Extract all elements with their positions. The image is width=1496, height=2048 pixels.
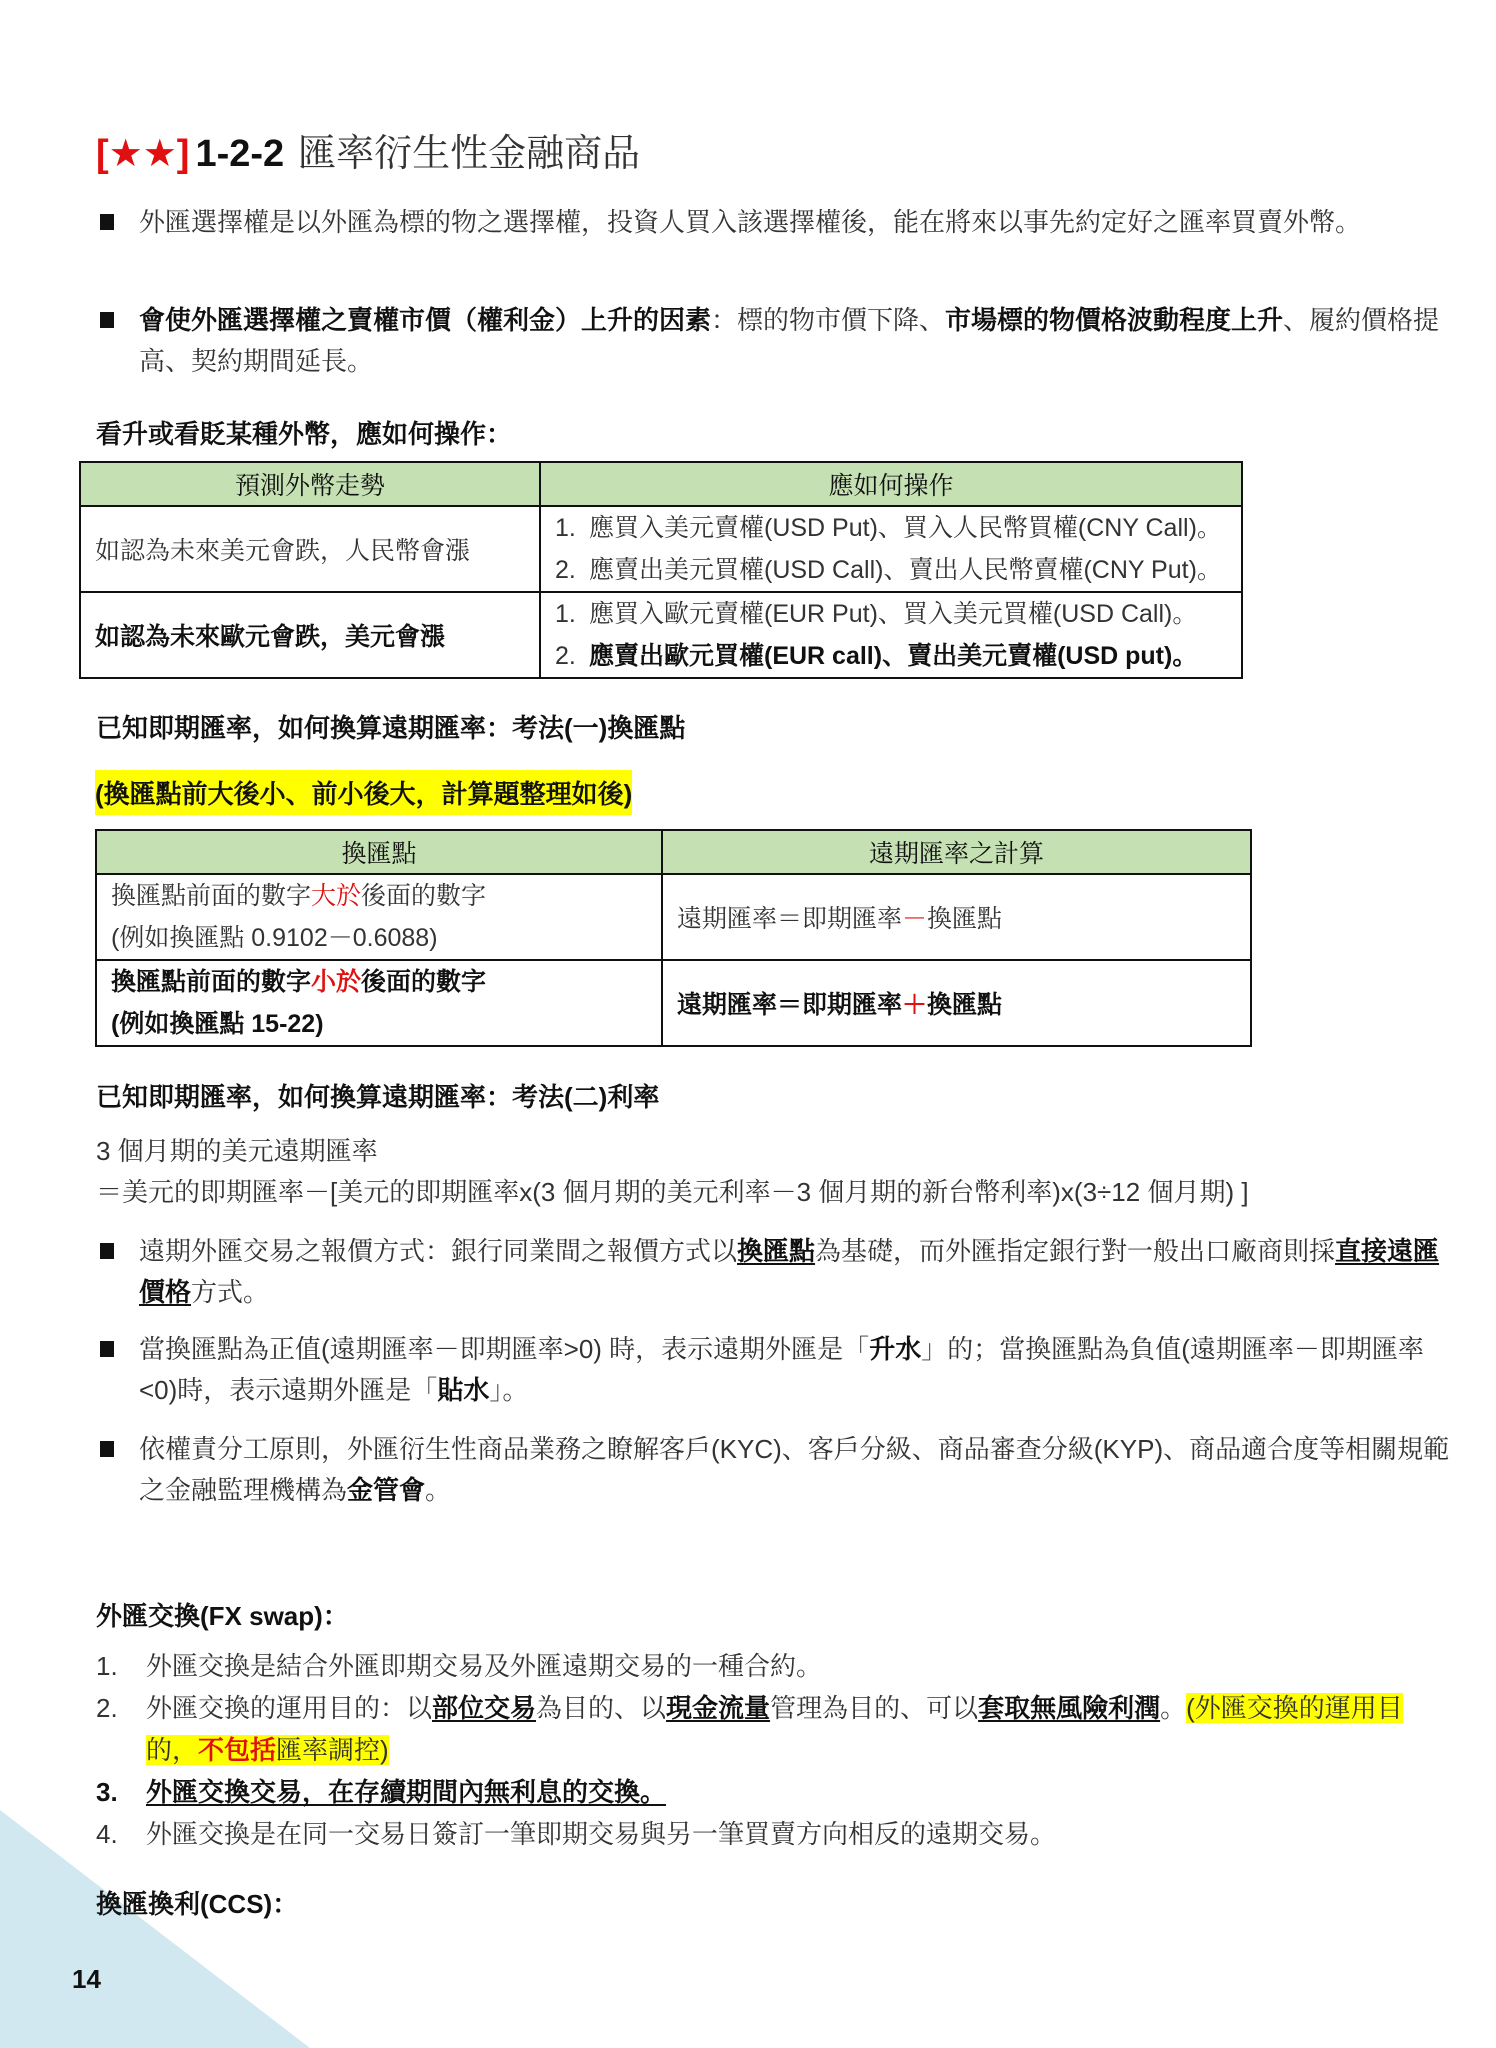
- fx-swap-list: [96, 1645, 1416, 1855]
- text-segment: 為基礎，而外匯指定銀行對一般出口廠商則採: [815, 1236, 1336, 1266]
- bullet-item: [96, 202, 1459, 243]
- calc-cell: [662, 874, 1251, 960]
- text-segment: 」。: [489, 1375, 529, 1405]
- table-header: 應如何操作: [540, 462, 1242, 506]
- importance-stars: [★★]: [96, 133, 190, 175]
- text-segment: 小於: [311, 968, 362, 996]
- text-segment: 。: [425, 1475, 452, 1505]
- text-segment: 套取無風險利潤: [978, 1693, 1161, 1723]
- text-segment: 升水: [869, 1334, 922, 1364]
- text-segment: 外匯選擇權是以外匯為標的物之選擇權，投資人買入該選擇權後，能在將來以事先約定好之匯率買賣外幣。: [139, 207, 1362, 237]
- text-segment: 貼水: [437, 1375, 490, 1405]
- text-segment: 。: [1160, 1693, 1187, 1723]
- text-segment: 直接遠匯價格: [139, 1236, 1440, 1307]
- bullet-square-icon: [100, 312, 114, 328]
- table-header-row: [96, 830, 1251, 874]
- text-segment: 遠期匯率＝即期匯率: [677, 905, 903, 933]
- item-number: 1.: [555, 600, 576, 628]
- trend-cell: 如認為未來歐元會跌，美元會漲: [80, 592, 540, 678]
- text-segment: 後面的數字: [361, 968, 487, 996]
- calc-cell: [662, 960, 1251, 1046]
- text-segment: 會使外匯選擇權之賣權市價（權利金）上升的因素: [139, 305, 712, 335]
- text-segment: 現金流量: [666, 1693, 771, 1723]
- bullet-square-icon: [100, 1341, 114, 1357]
- bullet-item: [96, 1429, 1459, 1511]
- table-header: 遠期匯率之計算: [662, 830, 1251, 874]
- heading-method-1: 已知即期匯率，如何換算遠期匯率：考法(一)換匯點: [96, 713, 686, 743]
- bullet-item: [96, 300, 1459, 382]
- text-segment: 當換匯點為正值(遠期匯率－即期匯率>0) 時，表示遠期外匯是「: [139, 1334, 870, 1364]
- fx-swap-heading: 外匯交換(FX swap)：: [96, 1601, 349, 1631]
- text-segment: 方式。: [191, 1277, 270, 1307]
- text-segment: 遠期匯率＝即期匯率: [677, 991, 903, 1019]
- swap-desc-cell: [96, 960, 662, 1046]
- section-title: [96, 122, 640, 177]
- text-segment: 金管會: [347, 1475, 426, 1505]
- text-segment: ＋: [902, 991, 928, 1019]
- text-segment: 換匯點: [927, 991, 1003, 1019]
- op-text: 應買入歐元賣權(EUR Put)、買入美元買權(USD Call)。: [589, 600, 1198, 628]
- text-segment: 市場標的物價格波動程度上升: [945, 305, 1284, 335]
- text-segment: 換匯點: [737, 1236, 816, 1266]
- text-segment: 換匯點前面的數字: [111, 968, 312, 996]
- list-item: 2. 外匯交換的運用目的：以部位交易為目的、以現金流量管理為目的、可以套取無風險利潤。(外匯交換的運用目的，不包括匯率調控): [96, 1693, 1403, 1765]
- ops-cell: [540, 506, 1242, 592]
- bullet-square-icon: [100, 214, 114, 230]
- list-item: 3. 外匯交換交易，在存續期間內無利息的交換。: [96, 1777, 667, 1807]
- item-number: 2.: [555, 642, 576, 670]
- formula-line: ＝美元的即期匯率－[美元的即期匯率x(3 個月期的美元利率－3 個月期的新台幣利率)x(3÷12 個月期) ]: [96, 1177, 1249, 1207]
- item-number: 1.: [555, 514, 576, 542]
- text-segment: 外匯交換是在同一交易日簽訂一筆即期交易與另一筆買賣方向相反的遠期交易。: [146, 1819, 1057, 1849]
- page-number: 14: [72, 1964, 101, 1994]
- table-header: 預測外幣走勢: [80, 462, 540, 506]
- text-segment: 換匯點: [927, 905, 1003, 933]
- text-segment: 外匯交換的運用目的：以: [146, 1693, 433, 1723]
- text-segment: 後面的數字: [361, 882, 487, 910]
- text-segment: 外匯交換交易，在存續期間內無利息的交換。: [146, 1777, 667, 1807]
- text-segment: 大於: [311, 882, 362, 910]
- table-row: [80, 506, 1242, 592]
- swap-desc-cell: [96, 874, 662, 960]
- op-text: 應買入美元賣權(USD Put)、買入人民幣買權(CNY Call)。: [589, 514, 1222, 542]
- table-row: [96, 874, 1251, 960]
- currency-ops-table: [79, 461, 1243, 679]
- text-segment: 管理為目的、可以: [770, 1693, 979, 1723]
- text-segment: 不包括: [198, 1735, 277, 1765]
- section-number: 1-2-2: [195, 133, 285, 175]
- text-segment: 依權責分工原則，外匯衍生性商品業務之瞭解客戶(KYC)、客戶分級、商品審查分級(KYP)、商品適合度等相關規範之金融監理機構為: [139, 1434, 1450, 1505]
- section-name: 匯率衍生性金融商品: [298, 133, 641, 175]
- list-item: 4. 外匯交換是在同一交易日簽訂一筆即期交易與另一筆買賣方向相反的遠期交易。: [96, 1819, 1057, 1849]
- text-segment: 、履約價格提高、契約期間延長。: [139, 305, 1440, 376]
- ccs-heading: 換匯換利(CCS)：: [96, 1889, 299, 1919]
- bullet-item: [96, 1231, 1459, 1313]
- highlight-note: (換匯點前大後小、前小後大，計算題整理如後): [95, 770, 632, 815]
- text-segment: 換匯點前面的數字: [111, 882, 312, 910]
- bullet-square-icon: [100, 1441, 114, 1457]
- text-segment: 匯率調控): [276, 1735, 389, 1765]
- example-text: (例如換匯點 0.9102－0.6088): [111, 924, 438, 952]
- text-segment: (外匯交換的運用目的，: [146, 1693, 1403, 1765]
- swap-points-table: [95, 829, 1252, 1047]
- op-text: 應賣出美元買權(USD Call)、賣出人民幣賣權(CNY Put)。: [589, 556, 1222, 584]
- text-segment: 部位交易: [432, 1693, 537, 1723]
- text-segment: ：標的物市價下降、: [711, 305, 946, 335]
- table-row: [80, 592, 1242, 678]
- text-segment: 」的；當換匯點為負值(遠期匯率－即期匯率<0)時，表示遠期外匯是「: [139, 1334, 1424, 1405]
- heading-method-2: 已知即期匯率，如何換算遠期匯率：考法(二)利率: [96, 1082, 660, 1112]
- bullet-square-icon: [100, 1243, 114, 1259]
- table-row: [96, 960, 1251, 1046]
- item-number: 2.: [555, 556, 576, 584]
- table-header-row: [80, 462, 1242, 506]
- ops-cell: [540, 592, 1242, 678]
- op-text: 應賣出歐元買權(EUR call)、賣出美元賣權(USD put)。: [589, 642, 1198, 670]
- text-segment: 遠期外匯交易之報價方式：銀行同業間之報價方式以: [139, 1236, 738, 1266]
- bullet-item: [96, 1329, 1459, 1411]
- example-text: (例如換匯點 15-22): [111, 1010, 324, 1038]
- table-header: 換匯點: [96, 830, 662, 874]
- text-segment: －: [902, 905, 928, 933]
- heading-currency-ops: 看升或看貶某種外幣，應如何操作：: [96, 419, 513, 449]
- text-segment: 為目的、以: [536, 1693, 667, 1723]
- trend-cell: 如認為未來美元會跌，人民幣會漲: [80, 506, 540, 592]
- formula-line: 3 個月期的美元遠期匯率: [96, 1136, 378, 1166]
- text-segment: 外匯交換是結合外匯即期交易及外匯遠期交易的一種合約。: [146, 1651, 823, 1681]
- list-item: 1. 外匯交換是結合外匯即期交易及外匯遠期交易的一種合約。: [96, 1651, 823, 1681]
